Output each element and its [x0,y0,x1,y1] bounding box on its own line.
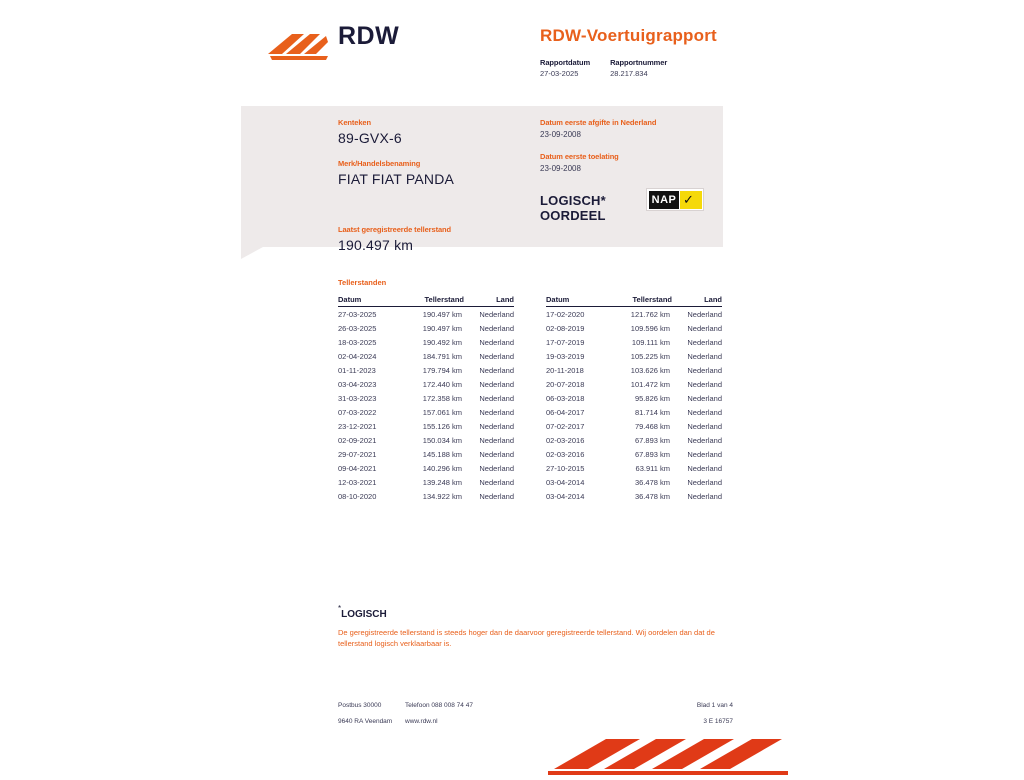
field-laatste-tellerstand [338,225,528,253]
report-meta [540,58,800,78]
table-row [546,321,722,335]
cell-datum: 20-11-2018 [546,365,584,375]
cell-datum: 12-03-2021 [338,477,377,487]
cell-tellerstand: 101.472 km [630,379,670,389]
bottom-rdw-arrow-logo-icon [548,735,788,780]
footer-phone: Telefoon 088 008 74 47 [405,702,473,709]
col-datum: Datum [546,295,608,307]
cell-tellerstand: 172.358 km [422,393,462,403]
table-row [338,489,514,503]
summary-right-column [540,118,720,186]
col-tellerstand: Tellerstand [400,295,464,307]
cell-land: Nederland [687,491,722,501]
table-row [338,419,514,433]
field-kenteken [338,118,528,146]
footnote-star: * [338,604,342,613]
cell-tellerstand: 109.596 km [630,323,670,333]
table-row [546,405,722,419]
cell-datum: 31-03-2023 [338,393,377,403]
meta-report-number-label: Rapportnummer [610,58,668,67]
panel-corner-notch [241,247,263,259]
footnote-title: LOGISCH [341,609,387,620]
cell-land: Nederland [479,309,514,319]
meta-report-number-value: 28.217.834 [610,69,648,78]
cell-land: Nederland [687,435,722,445]
cell-land: Nederland [687,421,722,431]
cell-land: Nederland [687,449,722,459]
cell-land: Nederland [479,393,514,403]
cell-land: Nederland [479,477,514,487]
table-row [338,405,514,419]
footer-row-1 [338,702,733,718]
cell-datum: 20-07-2018 [546,379,585,389]
cell-tellerstand: 172.440 km [422,379,462,389]
footer-page-number: Blad 1 van 4 [696,702,733,709]
field-eerste-afgifte [540,118,720,139]
col-land: Land [672,295,722,307]
cell-datum: 27-10-2015 [546,463,585,473]
cell-tellerstand: 157.061 km [422,407,462,417]
field-laatste-tellerstand-label: Laatst geregistreerde tellerstand [338,225,451,234]
cell-tellerstand: 155.126 km [422,421,462,431]
col-tellerstand: Tellerstand [608,295,672,307]
col-datum: Datum [338,295,400,307]
cell-land: Nederland [479,323,514,333]
meter-readings-title: Tellerstanden [338,278,387,287]
table-row [546,447,722,461]
footer-address-line-2: 9640 RA Veendam [338,718,393,725]
cell-datum: 02-03-2016 [546,449,585,459]
vehicle-summary-panel [241,106,723,253]
cell-land: Nederland [687,309,722,319]
footer-address-line-1: Postbus 30000 [338,702,382,709]
cell-tellerstand: 150.034 km [422,435,462,445]
cell-datum: 07-03-2022 [338,407,377,417]
report-header [0,0,1024,100]
nap-badge-text: NAP [649,191,679,209]
cell-datum: 17-02-2020 [546,309,585,319]
table-row [338,321,514,335]
table-row [546,349,722,363]
cell-datum: 01-11-2023 [338,365,376,375]
verdict-line-1: LOGISCH* [540,193,606,208]
cell-tellerstand: 105.225 km [630,351,670,361]
cell-land: Nederland [687,337,722,347]
footnote-heading [338,604,738,622]
cell-land: Nederland [687,379,722,389]
field-eerste-toelating-label: Datum eerste toelating [540,152,619,161]
cell-datum: 08-10-2020 [338,491,377,501]
table-row [338,377,514,391]
cell-land: Nederland [479,365,514,375]
field-kenteken-label: Kenteken [338,118,371,127]
cell-tellerstand: 67.893 km [634,449,670,459]
cell-datum: 17-07-2019 [546,337,585,347]
table-row [338,391,514,405]
cell-tellerstand: 190.497 km [422,309,462,319]
check-icon: ✓ [683,192,694,207]
field-eerste-toelating-value: 23-09-2008 [540,164,581,173]
cell-tellerstand: 184.791 km [422,351,462,361]
field-merk-value: FIAT FIAT PANDA [338,171,455,187]
footer-row-2 [338,718,733,734]
table-row [546,377,722,391]
table-row [546,307,722,322]
cell-land: Nederland [687,323,722,333]
meta-report-date [540,58,608,78]
cell-land: Nederland [687,393,722,403]
field-merk [338,159,528,187]
page-footer [338,702,733,734]
table-row [338,363,514,377]
cell-tellerstand: 121.762 km [630,309,670,319]
cell-tellerstand: 103.626 km [630,365,670,375]
cell-datum: 03-04-2014 [546,477,585,487]
table-row [338,349,514,363]
cell-tellerstand: 36.478 km [634,491,670,501]
table-row [546,433,722,447]
cell-datum: 07-02-2017 [546,421,585,431]
cell-tellerstand: 190.497 km [422,323,462,333]
cell-datum: 29-07-2021 [338,449,377,459]
summary-left-column [338,118,528,266]
cell-tellerstand: 67.893 km [634,435,670,445]
table-row [546,363,722,377]
cell-datum: 02-04-2024 [338,351,377,361]
cell-datum: 27-03-2025 [338,309,377,319]
cell-tellerstand: 179.794 km [422,365,462,375]
table-row [338,461,514,475]
cell-land: Nederland [479,435,514,445]
cell-datum: 02-09-2021 [338,435,377,445]
col-land: Land [464,295,514,307]
cell-tellerstand: 109.111 km [631,337,670,347]
cell-tellerstand: 134.922 km [422,491,462,501]
cell-land: Nederland [687,365,722,375]
page-title: RDW-Voertuigrapport [540,26,717,45]
cell-land: Nederland [479,421,514,431]
cell-land: Nederland [687,477,722,487]
cell-tellerstand: 63.911 km [635,463,670,473]
meter-table-left [338,295,514,503]
cell-land: Nederland [687,351,722,361]
cell-tellerstand: 140.296 km [422,463,462,473]
cell-datum: 06-03-2018 [546,393,585,403]
cell-land: Nederland [479,463,514,473]
cell-land: Nederland [479,351,514,361]
cell-datum: 18-03-2025 [338,337,377,347]
field-kenteken-value: 89-GVX-6 [338,130,402,146]
table-row [546,419,722,433]
cell-land: Nederland [479,337,514,347]
nap-status-badge [646,188,704,211]
meta-report-date-label: Rapportdatum [540,58,591,67]
cell-land: Nederland [479,491,514,501]
verdict-line-2: OORDEEL [540,208,606,223]
cell-datum: 19-03-2019 [546,351,585,361]
cell-datum: 02-03-2016 [546,435,585,445]
cell-datum: 26-03-2025 [338,323,377,333]
cell-datum: 06-04-2017 [546,407,585,417]
rdw-logo [266,22,466,70]
cell-tellerstand: 145.188 km [422,449,462,459]
cell-tellerstand: 190.492 km [422,337,462,347]
field-merk-label: Merk/Handelsbenaming [338,159,421,168]
table-row [546,489,722,503]
table-row [338,447,514,461]
cell-datum: 23-12-2021 [338,421,377,431]
table-row [546,391,722,405]
cell-datum: 09-04-2021 [338,463,377,473]
cell-tellerstand: 36.478 km [634,477,670,487]
table-header-row [338,295,514,307]
cell-tellerstand: 79.468 km [634,421,670,431]
field-eerste-afgifte-value: 23-09-2008 [540,130,581,139]
field-eerste-toelating [540,152,720,173]
table-row [338,307,514,322]
footnote-block [338,604,738,649]
rdw-arrow-logo-icon [266,28,330,67]
meter-readings-section [338,278,728,503]
footer-document-code: 3 E 16757 [703,718,733,725]
cell-tellerstand: 139.248 km [422,477,462,487]
cell-datum: 03-04-2014 [546,491,585,501]
cell-land: Nederland [479,407,514,417]
cell-datum: 03-04-2023 [338,379,377,389]
meta-report-number [610,58,667,78]
cell-tellerstand: 81.714 km [634,407,670,417]
footnote-body: De geregistreerde tellerstand is steeds hoger dan de daarvoor geregistreerde tellerstand. Wij oordelen dan dat de tellerstand logisch verklaarbaar is. [338,628,715,648]
cell-datum: 02-08-2019 [546,323,585,333]
field-laatste-tellerstand-value: 190.497 km [338,237,414,253]
table-row [546,475,722,489]
cell-land: Nederland [479,449,514,459]
table-row [546,335,722,349]
table-row [338,335,514,349]
meter-table-right [546,295,722,503]
cell-tellerstand: 95.826 km [634,393,670,403]
table-header-row [546,295,722,307]
cell-land: Nederland [479,379,514,389]
table-row [546,461,722,475]
table-row [338,433,514,447]
meta-report-date-value: 27-03-2025 [540,69,579,78]
field-eerste-afgifte-label: Datum eerste afgifte in Nederland [540,118,657,127]
cell-land: Nederland [687,463,722,473]
cell-land: Nederland [687,407,722,417]
footer-website[interactable]: www.rdw.nl [405,718,438,725]
rdw-wordmark: RDW [338,22,400,50]
table-row [338,475,514,489]
verdict-text [540,193,606,223]
